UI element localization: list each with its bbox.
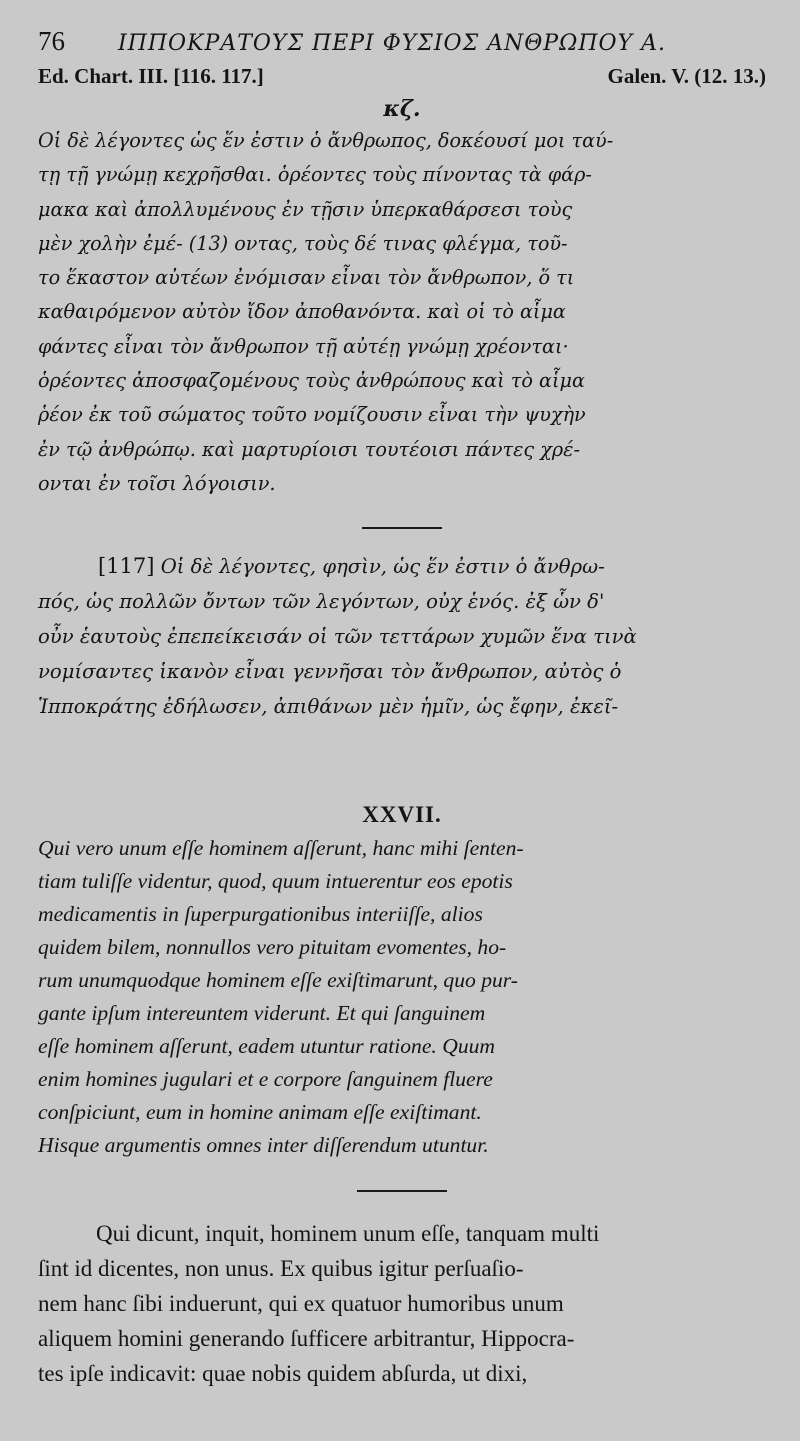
edition-galen: Galen. V. (12. 13.)	[607, 64, 766, 88]
text-line: tiam tuliſſe videntur, quod, quum intuerentur eos epotis	[38, 869, 513, 894]
text-line: Qui vero unum eſſe hominem aſſerunt, hanc mihi ſenten-	[38, 836, 524, 861]
section-marker: κζ.	[383, 96, 421, 122]
page-number: 76	[38, 26, 65, 56]
running-title: ΙΠΠΟΚΡΑΤΟΥΣ ΠΕΡΙ ΦΥΣΙΟΣ ΑΝΘΡΩΠΟΥ Α.	[118, 31, 666, 56]
text-line: ὁρέοντες ἀποσφαζομένους τοὺς ἀνθρώπους καὶ τὸ αἷμα	[38, 369, 585, 393]
text-line: το ἕκαστον αὐτέων ἐνόμισαν εἶναι τὸν ἄνθρωπον, ὅ τι	[38, 266, 575, 290]
text-line: nem hanc ſibi induerunt, qui ex quatuor humoribus unum	[38, 1291, 564, 1317]
text-segment: Οἱ δὲ λέγοντες, φησὶν, ὡς ἕν ἐστιν ὁ ἄνθρω-	[154, 555, 605, 579]
text-line: ῥέον ἐκ τοῦ σώματος τοῦτο νομίζουσιν εἶναι τὴν ψυχὴν	[38, 403, 586, 427]
text-line: quidem bilem, nonnullos vero pituitam evomentes, ho-	[38, 935, 507, 960]
text-line: Hisque argumentis omnes inter diſſerendum utuntur.	[38, 1133, 489, 1158]
text-line: νομίσαντες ἱκανὸν εἶναι γεννῆσαι τὸν ἄνθρωπον, αὐτὸς ὁ	[38, 660, 622, 684]
text-line: enim homines jugulari et e corpore ſanguinem fluere	[38, 1067, 493, 1092]
text-line: eſſe hominem aſſerunt, eadem utuntur ratione. Quum	[38, 1034, 496, 1059]
text-line: ονται ἐν τοῖσι λόγοισιν.	[38, 471, 276, 495]
text-line: οὖν ἑαυτοὺς ἐπεπείκεισάν οἱ τῶν τεττάρων χυμῶν ἕνα τινὰ	[38, 625, 637, 649]
text-line: καθαιρόμενον αὐτὸν ἴδον ἀποθανόντα. καὶ οἱ τὸ αἷμα	[38, 300, 566, 324]
text-line: ἐν τῷ ἀνθρώπῳ. καὶ μαρτυρίοισι τουτέοισι πάντες χρέ-	[38, 437, 580, 461]
text-line: rum unumquodque hominem eſſe exiſtimarunt, quo pur-	[38, 968, 518, 993]
text-line: conſpiciunt, eum in homine animam eſſe exiſtimant.	[38, 1100, 482, 1125]
page-bracket-number: [117]	[98, 554, 155, 579]
text-line: φάντες εἶναι τὸν ἄνθρωπον τῇ αὐτέῃ γνώμῃ χρέονται·	[38, 334, 569, 358]
latin-commentary-paragraph	[38, 1216, 766, 1391]
text-line: aliquem homini generando ſufficere arbitrantur, Hippocra-	[38, 1326, 575, 1352]
divider-rule	[357, 1190, 447, 1192]
greek-paragraph-1	[38, 124, 766, 501]
greek-paragraph-2	[38, 549, 766, 724]
text-line: gante ipſum intereuntem viderunt. Et qui ſanguinem	[38, 1001, 486, 1026]
text-line: Ἱπποκράτης ἐδήλωσεν, ἀπιθάνων μὲν ἡμῖν, ὡς ἔφην, ἐκεῖ-	[38, 695, 619, 719]
text-line	[38, 549, 766, 584]
section-heading: XXVII.	[362, 802, 442, 828]
latin-translation-paragraph	[38, 832, 766, 1162]
edition-line	[38, 64, 766, 94]
text-line: πός, ὡς πολλῶν ὄντων τῶν λεγόντων, οὐχ ἑνός. ἐξ ὧν δ'	[38, 590, 605, 614]
text-line: Οἱ δὲ λέγοντες ὡς ἕν ἐστιν ὁ ἄνθρωπος, δοκέουσί μοι ταύ-	[38, 129, 614, 152]
running-head	[38, 26, 766, 62]
text-line: τῃ τῇ γνώμῃ κεχρῆσθαι. ὁρέοντες τοὺς πίνοντας τὰ φάρ-	[38, 163, 592, 187]
text-line: μακα καὶ ἀπολλυμένους ἐν τῇσιν ὑπερκαθάρσεσι τοὺς	[38, 197, 573, 221]
text-line: medicamentis in ſuperpurgationibus interiiſſe, alios	[38, 902, 483, 927]
text-line: μὲν χολὴν ἐμέ- (13) οντας, τοὺς δέ τινας φλέγμα, τοῦ-	[38, 231, 568, 255]
edition-chartier: Ed. Chart. III. [116. 117.]	[38, 64, 264, 88]
text-line: Qui dicunt, inquit, hominem unum eſſe, tanquam multi	[96, 1221, 600, 1247]
text-line: tes ipſe indicavit: quae nobis quidem abſurda, ut dixi,	[38, 1361, 528, 1387]
text-line: ſint id dicentes, non unus. Ex quibus igitur perſuaſio-	[38, 1256, 524, 1282]
divider-rule	[362, 527, 442, 529]
